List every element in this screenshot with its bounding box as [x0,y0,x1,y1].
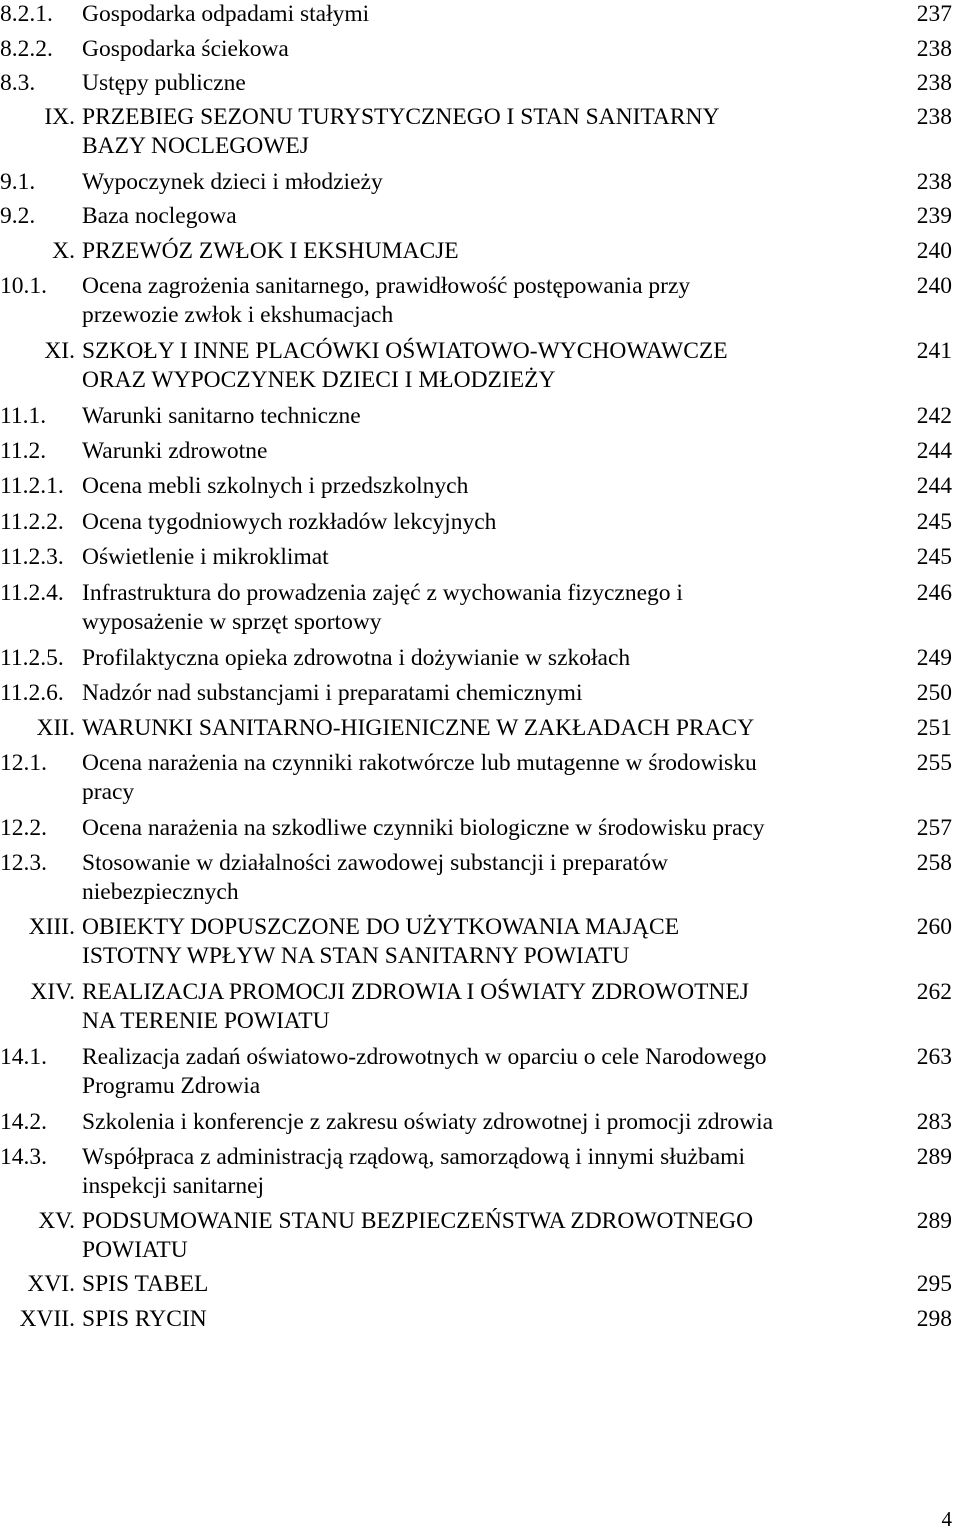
toc-entry-number: 9.1. [0,169,36,195]
toc-entry-number: 11.2.3. [0,544,64,570]
toc-entry-number: 14.2. [0,1109,47,1135]
toc-entry-title: SZKOŁY I INNE PLACÓWKI OŚWIATOWO-WYCHOWAWCZE ORAZ WYPOCZYNEK DZIECI I MŁODZIEŻY [82,338,728,393]
toc-entry-page: 255 [916,750,952,776]
toc-entry-number: X. [52,238,75,264]
toc-entry-title: SPIS RYCIN [82,1306,207,1332]
toc-entry-title: Nadzór nad substancjami i preparatami chemicznymi [82,680,583,706]
toc-entry-title: Baza noclegowa [82,203,237,229]
toc-entry-page: 250 [916,680,952,706]
toc-entry-number: 11.2.6. [0,680,64,706]
toc-entry-page: 246 [916,580,952,606]
toc-entry-title: Profilaktyczna opieka zdrowotna i dożywianie w szkołach [82,645,631,671]
toc-entry-title: SPIS TABEL [82,1271,209,1297]
toc-entry-title: Realizacja zadań oświatowo-zdrowotnych w oparciu o cele Narodowego Programu Zdrowia [82,1044,767,1099]
toc-entry-title: OBIEKTY DOPUSZCZONE DO UŻYTKOWANIA MAJĄCE ISTOTNY WPŁYW NA STAN SANITARNY POWIATU [82,914,680,969]
toc-entry-number: 11.1. [0,403,47,429]
toc-entry-number: XII. [36,715,75,741]
toc-entry-page: 238 [916,169,952,195]
toc-entry-title: WARUNKI SANITARNO-HIGIENICZNE W ZAKŁADACH PRACY [82,715,755,741]
toc-entry-title: Infrastruktura do prowadzenia zajęć z wychowania fizycznego i wyposażenie w sprzęt sportowy [82,580,683,635]
toc-entry-number: 12.1. [0,750,47,776]
toc-entry-page: 283 [916,1109,952,1135]
toc-entry-page: 262 [916,979,952,1005]
toc-entry-page: 245 [916,509,952,535]
toc-entry-page: 251 [916,715,952,741]
toc-entry-number: 12.2. [0,815,47,841]
toc-entry-title: PRZEWÓZ ZWŁOK I EKSHUMACJE [82,238,459,264]
toc-entry-page: 238 [916,36,952,62]
toc-entry-page: 263 [916,1044,952,1070]
toc-entry-number: IX. [44,104,75,130]
toc-entry-title: Oświetlenie i mikroklimat [82,544,329,570]
toc-entry-number: 12.3. [0,850,47,876]
toc-entry-title: Współpraca z administracją rządową, samorządową i innymi służbami inspekcji sanitarnej [82,1144,745,1199]
toc-entry-title: Gospodarka odpadami stałymi [82,1,370,27]
toc-entry-number: 8.2.1. [0,1,53,27]
toc-entry-title: Warunki zdrowotne [82,438,268,464]
toc-entry-page: 239 [916,203,952,229]
toc-entry-page: 289 [916,1144,952,1170]
toc-entry-page: 238 [916,70,952,96]
toc-entry-title: Gospodarka ściekowa [82,36,289,62]
toc-entry-title: Wypoczynek dzieci i młodzieży [82,169,383,195]
toc-entry-page: 241 [916,338,952,364]
toc-entry-number: 8.2.2. [0,36,53,62]
toc-entry-title: Ocena zagrożenia sanitarnego, prawidłowość postępowania przy przewozie zwłok i ekshumacjach [82,273,691,328]
toc-entry-title: Ocena mebli szkolnych i przedszkolnych [82,473,469,499]
toc-entry-page: 245 [916,544,952,570]
toc-entry-number: 11.2.4. [0,580,64,606]
toc-entry-page: 238 [916,104,952,130]
toc-entry-page: 249 [916,645,952,671]
toc-entry-number: 8.3. [0,70,36,96]
toc-entry-number: 10.1. [0,273,47,299]
toc-entry-title: Ustępy publiczne [82,70,246,96]
toc-entry-page: 242 [916,403,952,429]
toc-entry-page: 257 [916,815,952,841]
toc-entry-title: Ocena tygodniowych rozkładów lekcyjnych [82,509,497,535]
toc-entry-page: 240 [916,238,952,264]
toc-entry-page: 240 [916,273,952,299]
toc-entry-title: Ocena narażenia na szkodliwe czynniki biologiczne w środowisku pracy [82,815,765,841]
toc-entry-number: XVII. [19,1306,75,1332]
toc-entry-title: PRZEBIEG SEZONU TURYSTYCZNEGO I STAN SANITARNY BAZY NOCLEGOWEJ [82,104,720,159]
toc-entry-number: XIV. [30,979,75,1005]
toc-entry-title: Szkolenia i konferencje z zakresu oświaty zdrowotnej i promocji zdrowia [82,1109,774,1135]
toc-entry-title: REALIZACJA PROMOCJI ZDROWIA I OŚWIATY ZDROWOTNEJ NA TERENIE POWIATU [82,979,749,1034]
toc-entry-title: Stosowanie w działalności zawodowej substancji i preparatów niebezpiecznych [82,850,669,905]
toc-entry-number: XV. [38,1208,75,1234]
toc-entry-page: 237 [916,1,952,27]
toc-entry-number: XVI. [27,1271,75,1297]
toc-entry-page: 289 [916,1208,952,1234]
toc-entry-number: 14.3. [0,1144,47,1170]
toc-entry-number: XI. [44,338,75,364]
page-number: 4 [941,1507,952,1531]
toc-entry-page: 244 [916,438,952,464]
toc-entry-page: 295 [916,1271,952,1297]
toc-entry-title: PODSUMOWANIE STANU BEZPIECZEŃSTWA ZDROWOTNEGO POWIATU [82,1208,754,1263]
toc-entry-number: 9.2. [0,203,36,229]
toc-entry-title: Warunki sanitarno techniczne [82,403,361,429]
toc-entry-page: 298 [916,1306,952,1332]
toc-entry-title: Ocena narażenia na czynniki rakotwórcze lub mutagenne w środowisku pracy [82,750,757,805]
toc-entry-page: 244 [916,473,952,499]
toc-entry-number: 11.2.5. [0,645,64,671]
toc-entry-number: 14.1. [0,1044,47,1070]
toc-entry-number: 11.2.1. [0,473,64,499]
toc-entry-number: 11.2.2. [0,509,64,535]
toc-entry-number: XIII. [28,914,75,940]
toc-entry-number: 11.2. [0,438,47,464]
toc-entry-page: 260 [916,914,952,940]
toc-entry-page: 258 [916,850,952,876]
